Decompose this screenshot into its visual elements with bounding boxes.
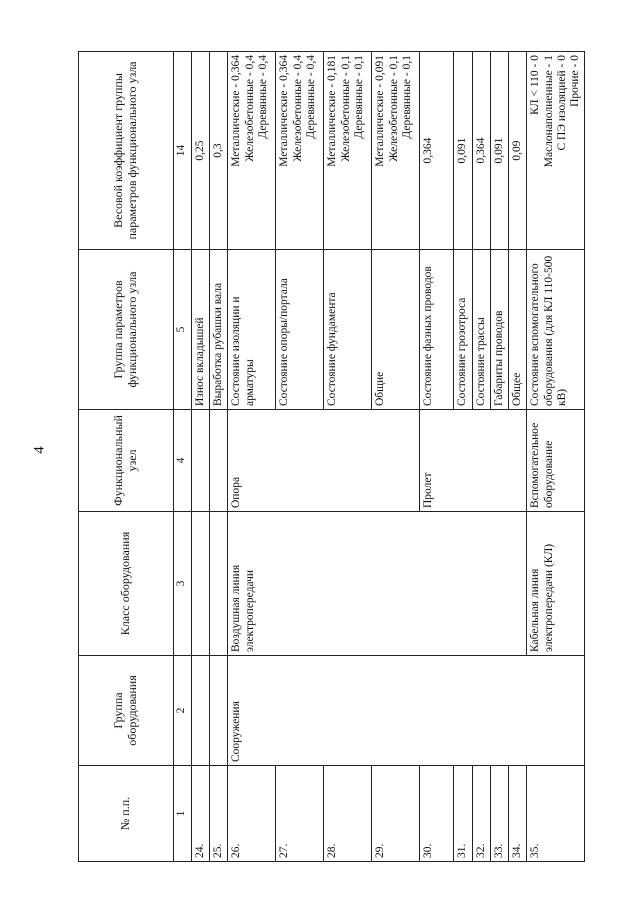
col-number-4: 4 xyxy=(174,410,192,512)
parameter-group: Общие xyxy=(372,250,420,410)
weight-coefficient: 0,091 xyxy=(490,52,508,250)
equipment-class: Кабельная линия электропередачи (КЛ) xyxy=(527,512,585,656)
empty-cell xyxy=(210,410,228,512)
parameter-group: Выработка рубашки вала xyxy=(210,250,228,410)
empty-cell xyxy=(192,656,210,766)
header-parameter-group: Группа параметров функционального узла xyxy=(79,250,174,410)
empty-cell xyxy=(192,410,210,512)
header-equipment-group: Группа оборудования xyxy=(79,656,174,766)
weight-coefficient: 0,25 xyxy=(192,52,210,250)
row-number: 32. xyxy=(472,766,490,862)
weight-coefficient xyxy=(324,52,372,250)
weight-coefficient xyxy=(372,52,420,250)
functional-node: Опора xyxy=(228,410,420,512)
coef-line: Деревянные - 0,4 xyxy=(304,55,317,139)
weight-coefficient xyxy=(228,52,276,250)
coef-line: КЛ < 110 - 0 xyxy=(529,55,542,115)
row-number: 25. xyxy=(210,766,228,862)
coef-line: Металлические - 0,364 xyxy=(230,55,243,167)
parameter-group: Состояние трассы xyxy=(472,250,490,410)
rotated-table-container xyxy=(78,52,581,862)
equipment-group: Сооружения xyxy=(228,656,585,766)
equipment-class: Воздушная линия электропередачи xyxy=(228,512,527,656)
functional-node: Вспомогательное оборудование xyxy=(527,410,585,512)
parameter-group: Состояние грозотроса xyxy=(454,250,472,410)
coef-line: С ПЭ изоляцией - 0 xyxy=(555,55,568,151)
page-number: 4 xyxy=(31,446,48,454)
header-number: № п.п. xyxy=(79,766,174,862)
parameter-group: Общее xyxy=(509,250,527,410)
row-number: 31. xyxy=(454,766,472,862)
coef-line: Железобетонные - 0,1 xyxy=(387,55,400,162)
empty-cell xyxy=(210,656,228,766)
coef-line: Металлические - 0,181 xyxy=(326,55,339,167)
table-row xyxy=(192,52,210,862)
coef-line: Железобетонные - 0,1 xyxy=(339,55,352,162)
functional-node: Пролет xyxy=(420,410,527,512)
table-row xyxy=(228,52,276,862)
column-number-row xyxy=(174,52,192,862)
parameter-group: Состояние изоляции и арматуры xyxy=(228,250,276,410)
parameter-group: Габариты проводов xyxy=(490,250,508,410)
header-functional-node: Функциональный узел xyxy=(79,410,174,512)
coef-line: Деревянные - 0,4 xyxy=(256,55,269,139)
row-number: 28. xyxy=(324,766,372,862)
coef-line: Маслонаполненные - 1 xyxy=(542,55,555,168)
weight-coefficient: 0,3 xyxy=(210,52,228,250)
col-number-3: 3 xyxy=(174,512,192,656)
row-number: 30. xyxy=(420,766,454,862)
coef-line: Железобетонные - 0,4 xyxy=(243,55,256,162)
empty-cell xyxy=(192,512,210,656)
row-number: 29. xyxy=(372,766,420,862)
row-number: 27. xyxy=(276,766,324,862)
coef-line: Железобетонные - 0,4 xyxy=(291,55,304,162)
parameter-group: Износ вкладышей xyxy=(192,250,210,410)
row-number: 33. xyxy=(490,766,508,862)
coef-line: Деревянные - 0,1 xyxy=(352,55,365,139)
row-number: 34. xyxy=(509,766,527,862)
coef-line: Металлические - 0,091 xyxy=(374,55,387,167)
coef-line: Деревянные - 0,1 xyxy=(400,55,413,139)
weight-coefficient xyxy=(276,52,324,250)
weight-coefficient-table xyxy=(78,51,585,862)
parameter-group: Состояние фундамента xyxy=(324,250,372,410)
table-row xyxy=(210,52,228,862)
col-number-5: 5 xyxy=(174,250,192,410)
header-row xyxy=(79,52,174,862)
row-number: 35. xyxy=(527,766,585,862)
row-number: 26. xyxy=(228,766,276,862)
header-weight-coefficient: Весовой коэффициент группы параметров функционального узла xyxy=(79,52,174,250)
weight-coefficient: 0,364 xyxy=(420,52,454,250)
weight-coefficient: 0,09 xyxy=(509,52,527,250)
coef-line: Металлические - 0,364 xyxy=(278,55,291,167)
weight-coefficient xyxy=(527,52,585,250)
parameter-group: Состояние вспомогательного оборудования (для КЛ 110-500 кВ) xyxy=(527,250,585,410)
header-equipment-class: Класс оборудования xyxy=(79,512,174,656)
coef-line: Прочие - 0 xyxy=(568,55,581,107)
col-number-2: 2 xyxy=(174,656,192,766)
row-number: 24. xyxy=(192,766,210,862)
weight-coefficient: 0,091 xyxy=(454,52,472,250)
col-number-1: 1 xyxy=(174,766,192,862)
empty-cell xyxy=(210,512,228,656)
col-number-14: 14 xyxy=(174,52,192,250)
weight-coefficient: 0,364 xyxy=(472,52,490,250)
parameter-group: Состояние фазных проводов xyxy=(420,250,454,410)
parameter-group: Состояние опоры/портала xyxy=(276,250,324,410)
